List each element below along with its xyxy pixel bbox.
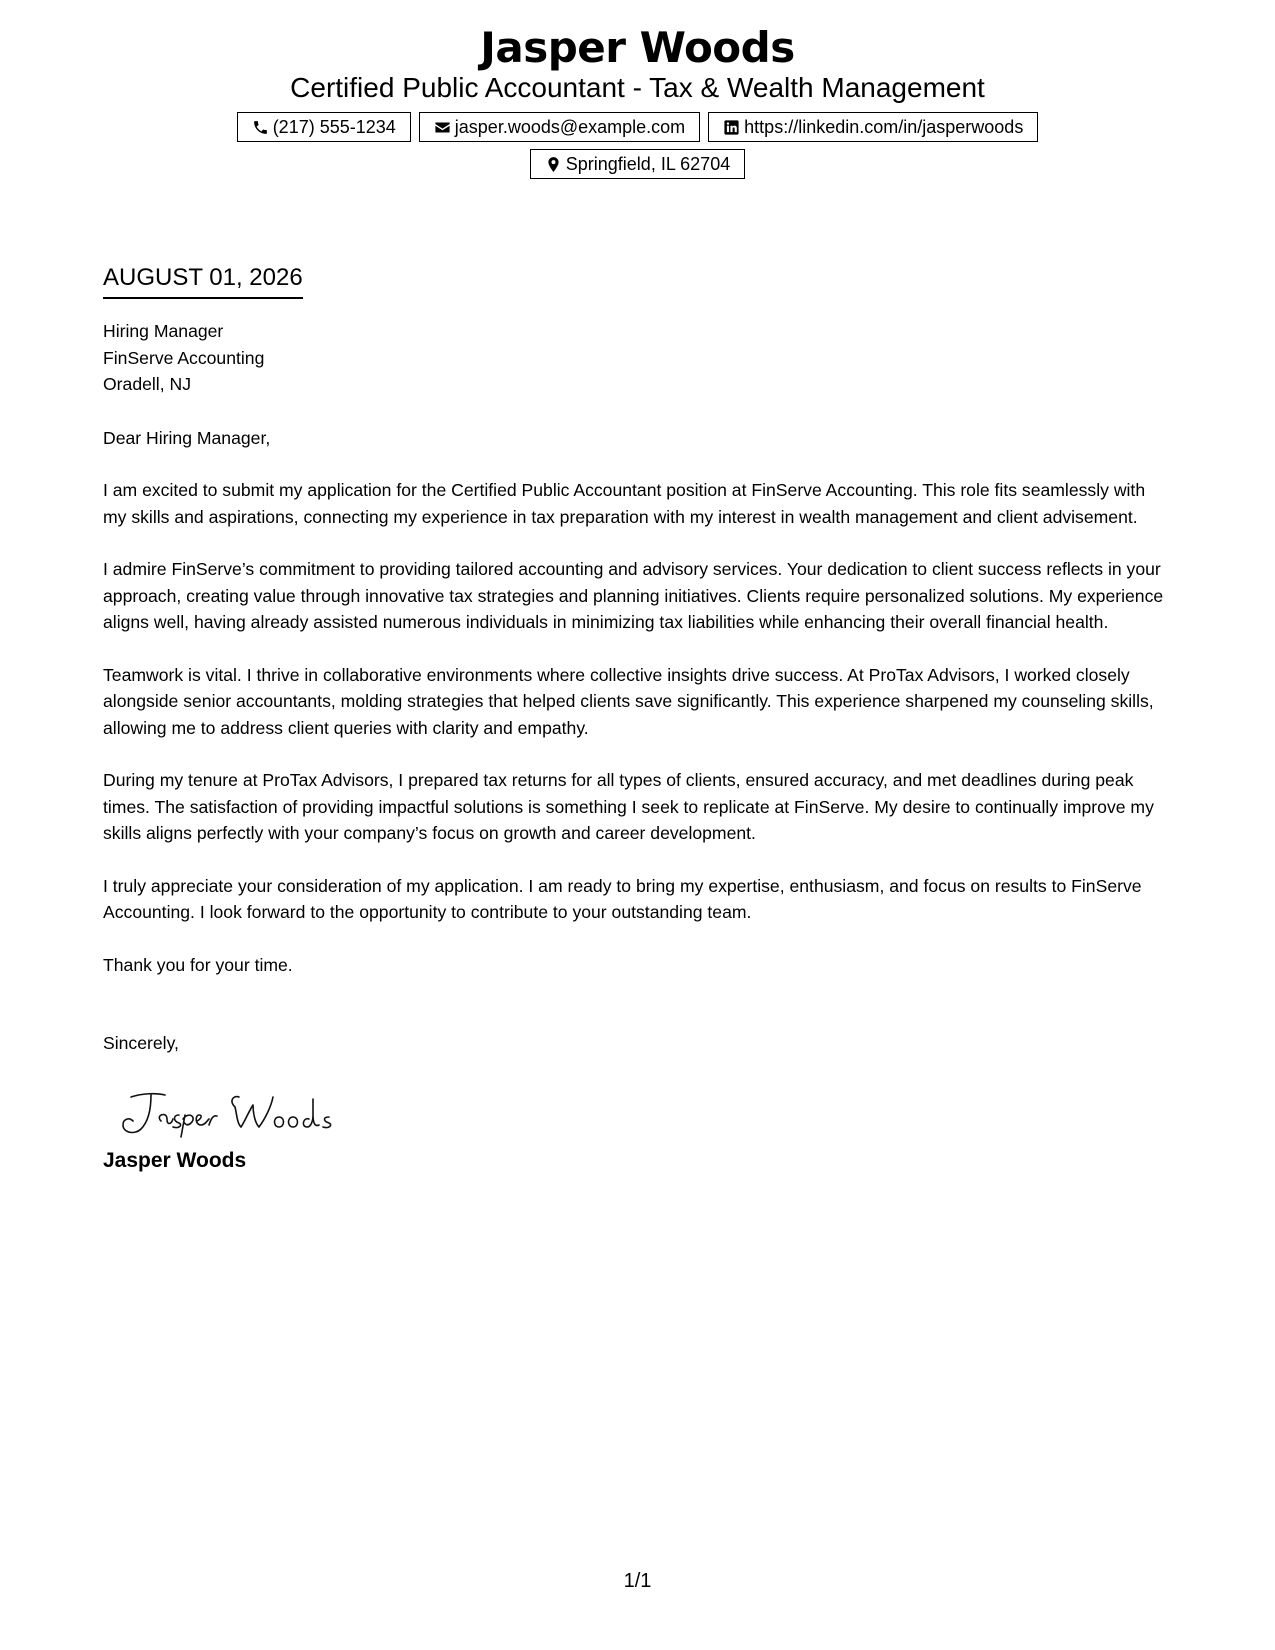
body-paragraph: During my tenure at ProTax Advisors, I prepared tax returns for all types of clients, ensured accuracy, and met deadlines during peak times. The satisfaction of providing impactful solutions is something I seek to replicate at FinServe. My desire to continually improve my skills aligns perfectly with your company’s focus on growth and career development.	[103, 770, 1154, 843]
recipient-location: Oradell, NJ	[103, 374, 191, 394]
phone-text: (217) 555-1234	[272, 117, 396, 137]
email-contact[interactable]	[419, 112, 700, 142]
phone-contact[interactable]	[237, 112, 411, 142]
recipient-name: Hiring Manager	[103, 321, 224, 341]
recipient-block	[103, 318, 1173, 398]
recipient-company: FinServe Accounting	[103, 347, 265, 368]
applicant-name: Jasper Woods	[480, 23, 795, 72]
contact-row	[208, 112, 1068, 142]
letter-header	[0, 20, 1275, 179]
body-paragraph: I admire FinServe’s commitment to providing tailored accounting and advisory services. Your dedication to client success reflects in your approach, creating value through innovative tax strategies and planning initiatives. Clients require personalized solutions. My experience aligns well, having already assisted numerous individuals in minimizing tax liabilities while enhancing their overall financial health.	[103, 559, 1164, 632]
linkedin-icon	[723, 119, 740, 136]
signer-name: Jasper Woods	[103, 1148, 247, 1172]
body-paragraph: I truly appreciate your consideration of my application. I am ready to bring my expertise, enthusiasm, and focus on results to FinServe Accounting. I look forward to the opportunity to contribute to your outstanding team.	[103, 875, 1142, 922]
linkedin-text: https://linkedin.com/in/jasperwoods	[744, 117, 1024, 137]
body-paragraph: Teamwork is vital. I thrive in collaborative environments where collective insights drive success. At ProTax Advisors, I worked closely alongside senior accountants, molding strategies that helped clients save significantly. This experience sharpened my counseling skills, allowing me to address client queries with clarity and empathy.	[103, 664, 1154, 738]
signature-image	[117, 1085, 357, 1141]
phone-icon	[252, 119, 269, 136]
location-contact[interactable]	[530, 149, 745, 179]
body-paragraph: Thank you for your time.	[103, 954, 293, 975]
handwritten-signature	[117, 1085, 1173, 1141]
email-text: jasper.woods@example.com	[454, 117, 686, 137]
location-text: Springfield, IL 62704	[565, 154, 731, 174]
linkedin-contact[interactable]	[708, 112, 1038, 142]
applicant-title: Certified Public Accountant - Tax & Wealth Management	[290, 72, 985, 103]
letter-body	[103, 262, 1173, 1175]
page-indicator: 1/1	[623, 1570, 652, 1592]
map-marker-icon	[545, 156, 562, 173]
letter-date: AUGUST 01, 2026	[103, 262, 303, 299]
salutation: Dear Hiring Manager,	[103, 427, 271, 448]
envelope-icon	[434, 119, 451, 136]
closing: Sincerely,	[103, 1033, 179, 1053]
contact-row-2	[208, 149, 1068, 179]
body-paragraph: I am excited to submit my application for the Certified Public Accountant position at FinServe Accounting. This role fits seamlessly with my skills and aspirations, connecting my experience in tax preparation with my interest in wealth management and client advisement.	[103, 480, 1146, 527]
